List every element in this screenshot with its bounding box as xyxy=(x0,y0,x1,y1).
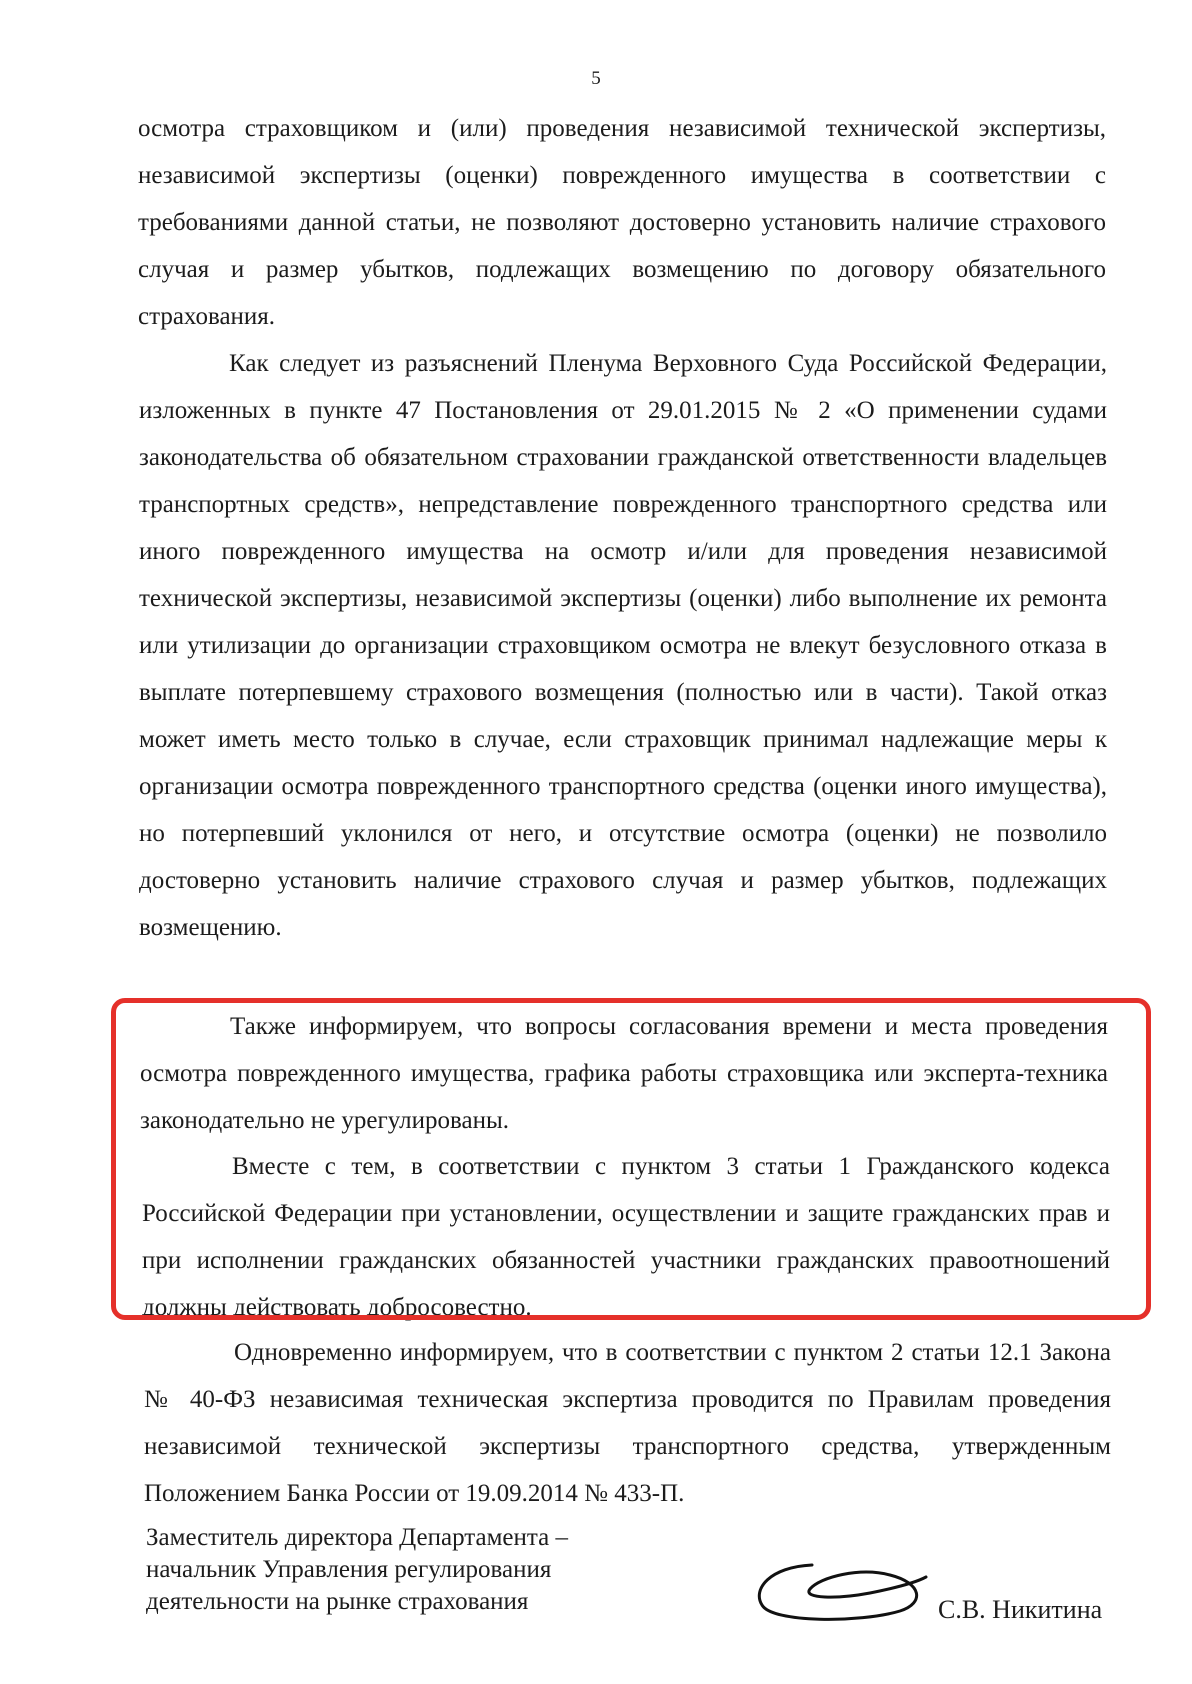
signer-title xyxy=(146,1522,666,1618)
page-number: 5 xyxy=(591,68,601,89)
signer-title-line: Заместитель директора Департамента – xyxy=(146,1524,568,1551)
paragraph-plenum-clarification: Как следует из разъяснений Пленума Верховного Суда Российской Федерации, изложенных в пункте 47 Постановления от 29.01.2015 № 2 «О применении судами законодательства об обязательном страховании гражданской ответственности владельцев транспортных средств», непредставление поврежденного транспортного средства или иного поврежденного имущества на осмотр и/или для проведения независимой технической экспертизы, независимой экспертизы (оценки) либо выполнение их ремонта или утилизации до организации страховщиком осмотра не влекут безусловного отказа в выплате потерпевшему страхового возмещения (полностью или в части). Такой отказ может иметь место только в случае, если страховщик принимал надлежащие меры к организации осмотра поврежденного транспортного средства (оценки иного имущества), но потерпевший уклонился от него, и отсутствие осмотра (оценки) не позволило достоверно установить наличие страхового случая и размер убытков, подлежащих возмещению. xyxy=(139,350,1107,941)
paragraph-continuation: осмотра страховщиком и (или) проведения независимой технической экспертизы, независимой экспертизы (оценки) поврежденного имущества в соответствии с требованиями данной статьи, не позволяют достоверно установить наличие страхового случая и размер убытков, подлежащих возмещению по договору обязательного страхования. xyxy=(138,115,1106,330)
paragraph-good-faith: Вместе с тем, в соответствии с пунктом 3 статьи 1 Гражданского кодекса Российской Федерации при установлении, осуществлении и защите гражданских прав и при исполнении гражданских обязанностей участники гражданских правоотношений должны действовать добросовестно. xyxy=(142,1153,1110,1321)
paragraph-expertise-rules: Одновременно информируем, что в соответствии с пунктом 2 статьи 12.1 Закона № 40-ФЗ независимая техническая экспертиза проводится по Правилам проведения независимой технической экспертизы транспортного средства, утвержденным Положением Банка России от 19.09.2014 № 433-П. xyxy=(144,1339,1111,1507)
red-highlight-box xyxy=(111,998,1151,1320)
signer-title-line: начальник Управления регулирования xyxy=(146,1556,552,1583)
signer-title-line: деятельности на рынке страхования xyxy=(146,1588,529,1615)
signer-name: С.В. Никитина xyxy=(938,1595,1103,1624)
handwritten-signature xyxy=(750,1553,930,1633)
paragraph-inspection-schedule: Также информируем, что вопросы согласования времени и места проведения осмотра поврежденного имущества, графика работы страховщика или эксперта-техника законодательно не урегулированы. xyxy=(140,1013,1108,1134)
